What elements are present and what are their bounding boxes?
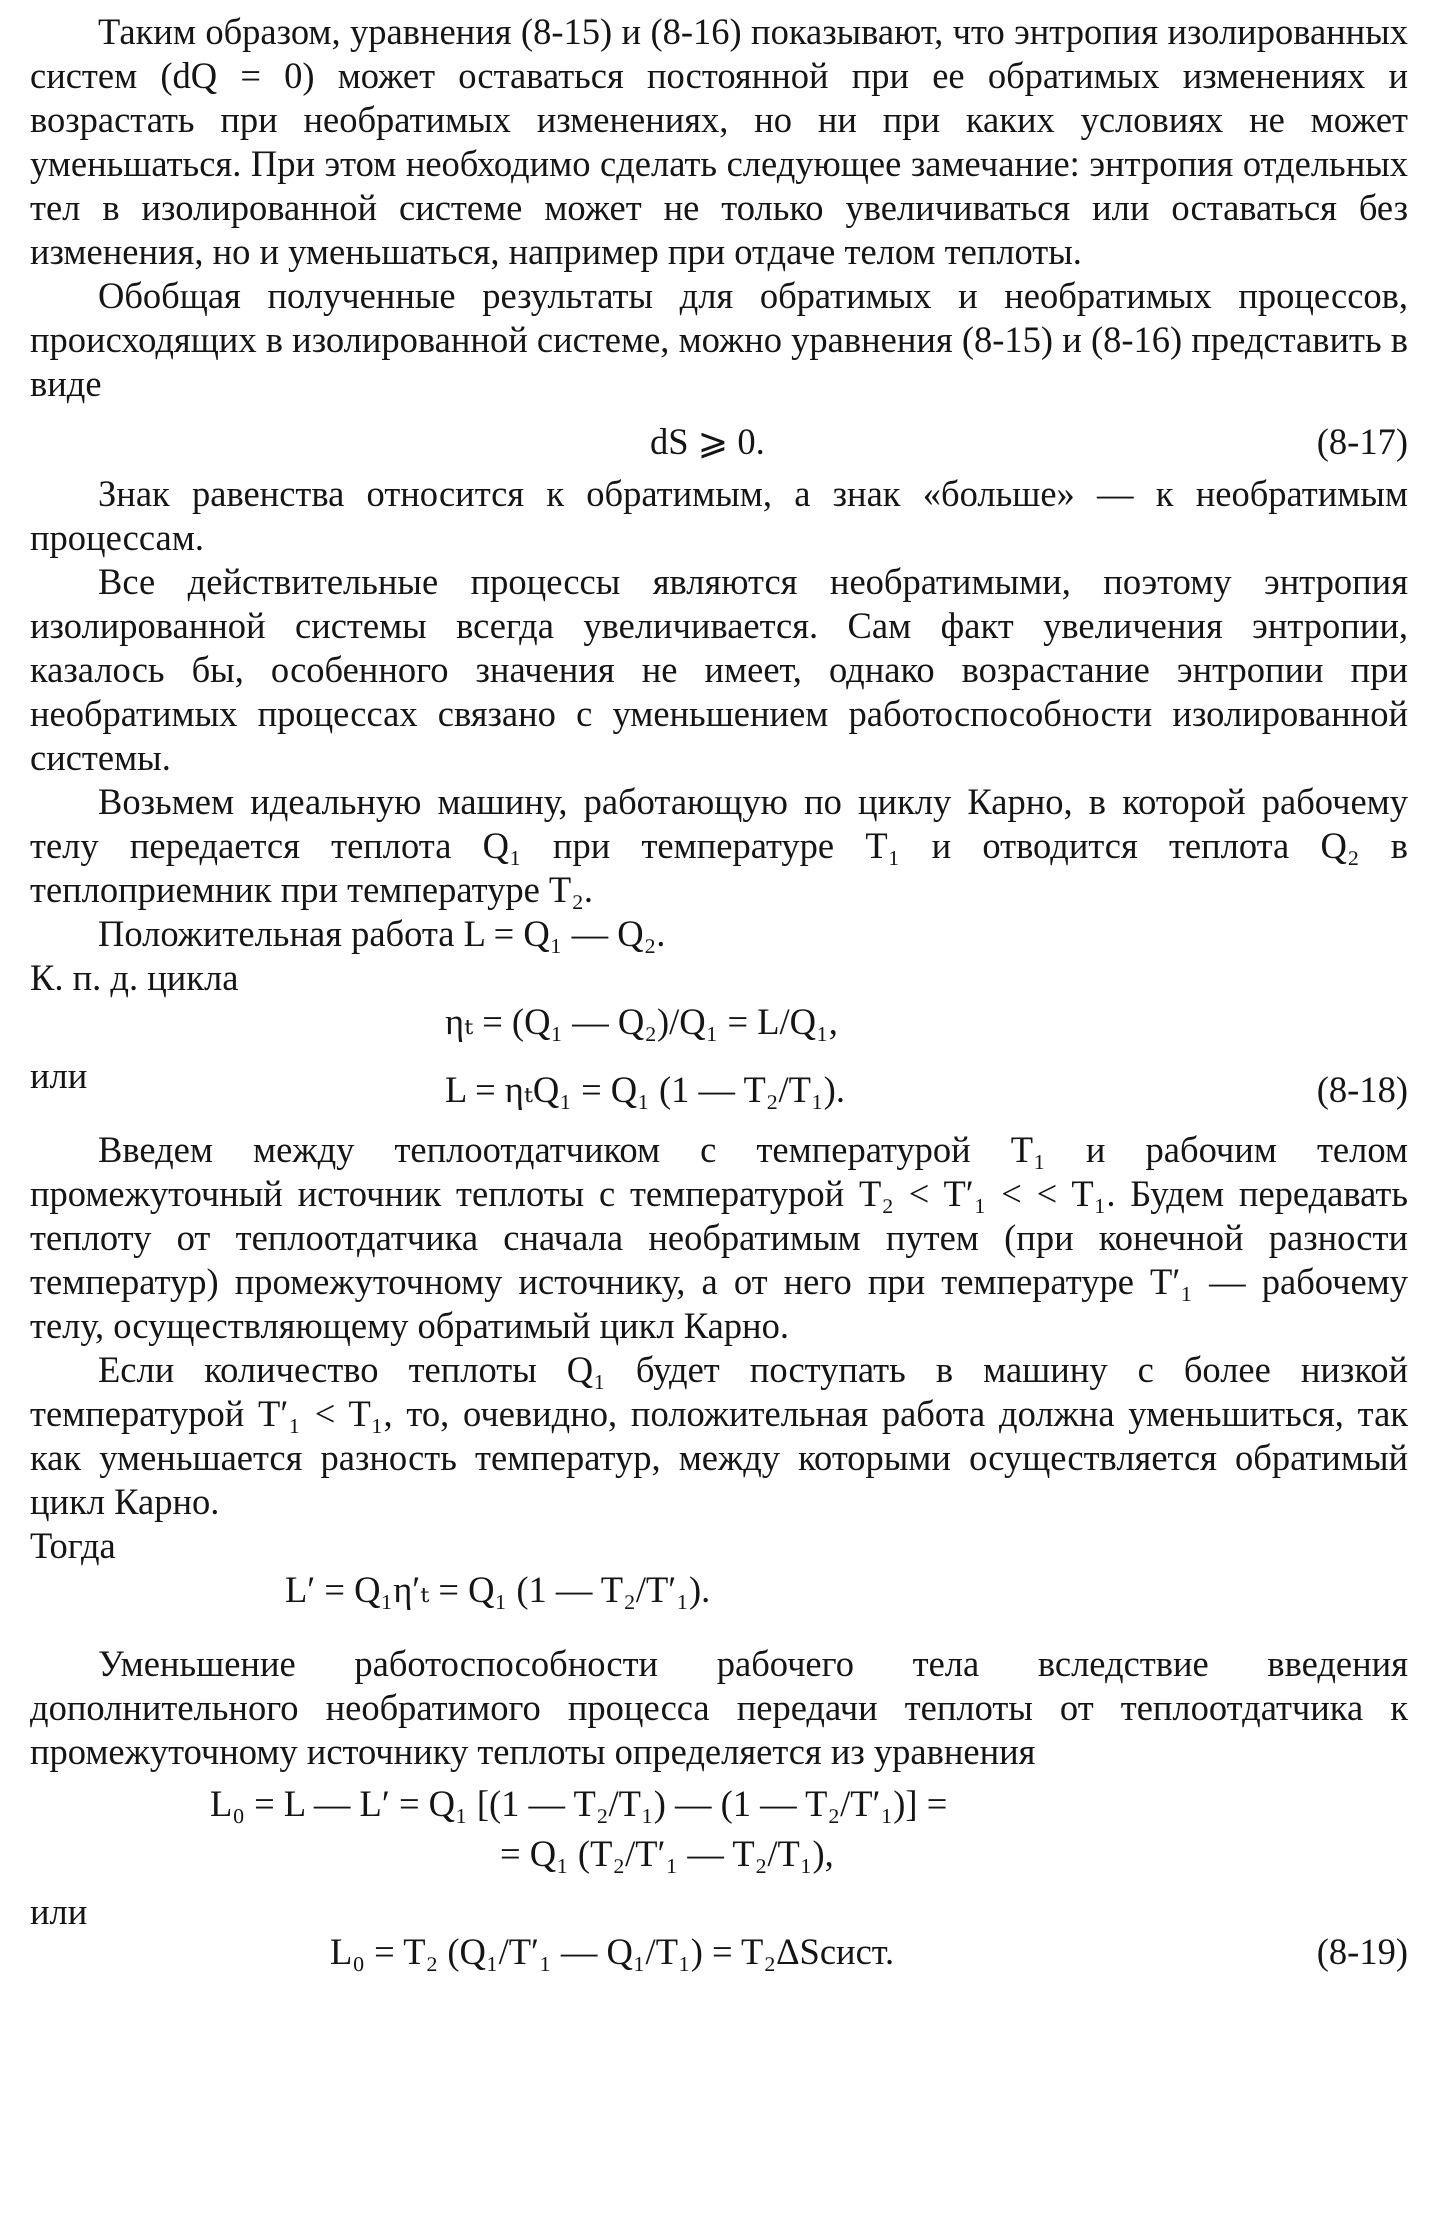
label-efficiency: К. п. д. цикла (30, 957, 239, 998)
paragraph-workability-decrease: Уменьшение работоспособности рабочего тела вследствие введения дополнительного необратимого процесса передачи теплоты от теплоотдатчика к промежуточному источнику теплоты определяется из уравнения (30, 1643, 1408, 1772)
equation-number: (8-19) (1316, 1931, 1408, 1972)
paragraph-real-processes: Все действительные процессы являются необратимыми, поэтому энтропия изолированной системы всегда увеличивается. Сам факт увеличения энтропии, казалось бы, особенного значения не имеет, однако возрастание энтропии при необратимых процессах связано с уменьшением работоспособности изолированной системы. (30, 561, 1408, 778)
equation-formula: = Q₁ (T₂/T′₁ — T₂/T₁), (500, 1833, 834, 1874)
equation-8-17 (30, 420, 1408, 464)
paragraph-entropy-isolated: Таким образом, уравнения (8-15) и (8-16) показывают, что энтропия изолированных систем (dQ = 0) может оставаться постоянной при ее обратимых изменениях и возрастать при необратимых изменениях, но ни при каких условиях не может уменьшаться. При этом необходимо сделать следующее замечание: энтропия отдельных тел в изолированной системе может не только увеличиваться или оставаться без изменения, но и уменьшаться, например при отдаче телом теплоты. (30, 11, 1408, 272)
paragraph-lower-temperature: Если количество теплоты Q₁ будет поступать в машину с более низкой температурой T′₁ < T₁, то, очевидно, положительная работа должна уменьшиться, так как уменьшается разность температур, между которыми осуществляется обратимый цикл Карно. (30, 1349, 1408, 1522)
paragraph-generalization: Обобщая полученные результаты для обратимых и необратимых процессов, происходящих в изолированной системе, можно уравнения (8-15) и (8-16) представить в виде (30, 275, 1408, 404)
equation-l0-line2 (30, 1832, 1408, 1876)
equation-formula: L₀ = T₂ (Q₁/T′₁ — Q₁/T₁) = T₂ΔSсист. (330, 1931, 895, 1972)
equation-8-18 (30, 1054, 1408, 1110)
equation-formula: L = ηₜQ₁ = Q₁ (1 — T₂/T₁). (445, 1069, 845, 1110)
equation-formula: L′ = Q₁η′ₜ = Q₁ (1 — T₂/T′₁). (285, 1569, 711, 1610)
paragraph-intermediate-source: Введем между теплоотдатчиком с температурой T₁ и рабочим телом промежуточный источник теплоты с температурой T₂ < T′₁ < < T₁. Будем передавать теплоту от теплоотдатчика сначала необратимым путем (при конечной разности температур) промежуточному источнику, а от него при температуре T′₁ — рабочему телу, осуществляющему обратимый цикл Карно. (30, 1129, 1408, 1346)
equation-l-prime (30, 1568, 1408, 1612)
label-or: или (30, 1055, 88, 1096)
equation-formula: dS ⩾ 0. (650, 421, 765, 462)
equation-formula: ηₜ = (Q₁ — Q₂)/Q₁ = L/Q₁, (445, 1001, 838, 1042)
paragraph-equality-sign: Знак равенства относится к обратимым, а знак «больше» — к необратимым процессам. (30, 473, 1408, 558)
paragraph-carnot-machine: Возьмем идеальную машину, работающую по циклу Карно, в которой рабочему телу передается теплота Q₁ при температуре T₁ и отводится теплота Q₂ в теплоприемник при температуре T₂. (30, 781, 1408, 910)
equation-number: (8-18) (1316, 1069, 1408, 1110)
label-or: или (30, 1891, 88, 1932)
equation-l0-line1 (30, 1782, 1408, 1826)
equation-8-19 (30, 1890, 1408, 1970)
label-then: Тогда (30, 1525, 116, 1566)
paragraph-positive-work: Положительная работа L = Q₁ — Q₂. (98, 913, 666, 954)
equation-efficiency (30, 1000, 1408, 1044)
equation-formula: L₀ = L — L′ = Q₁ [(1 — T₂/T₁) — (1 — T₂/T′₁)] = (210, 1783, 948, 1824)
equation-number: (8-17) (1316, 421, 1408, 462)
